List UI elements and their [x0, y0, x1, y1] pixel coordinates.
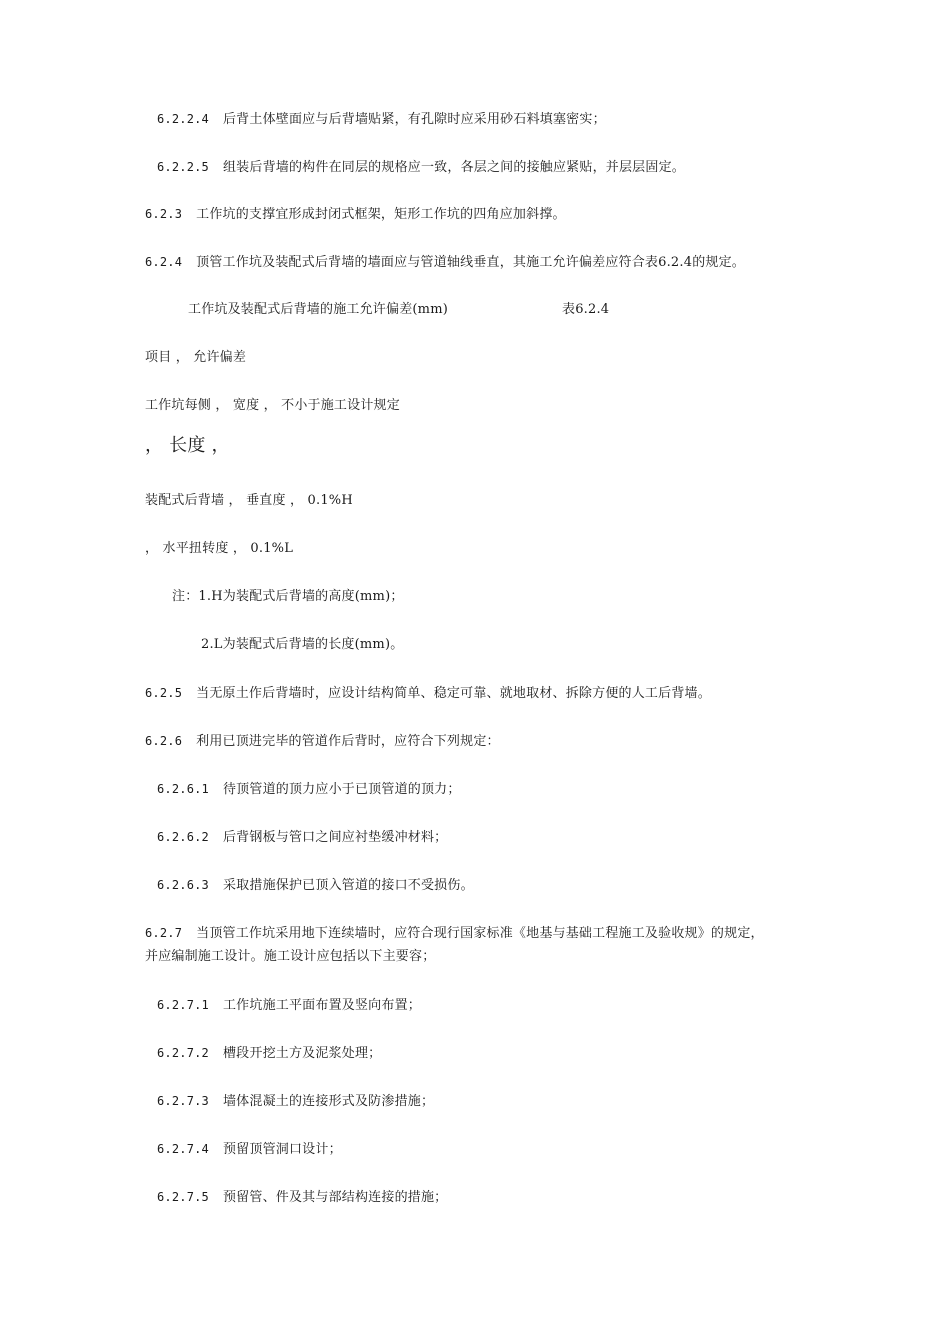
clause-6-2-5 — [145, 682, 711, 705]
clause-text: 当无原土作后背墙时，应设计结构简单、稳定可靠、就地取材、拆除方便的人工后背墙。 — [196, 686, 711, 701]
clause-number: 6.2.7.1 — [157, 998, 209, 1012]
clause-number: 6.2.6 — [145, 734, 183, 748]
clause-text: 当顶管工作坑采用地下连续墙时，应符合现行国家标准《地基与基础工程施工及验收规》的规定， — [196, 926, 764, 941]
clause-text: 采取措施保护已顶入管道的接口不受损伤。 — [222, 878, 474, 893]
clause-number: 6.2.7.5 — [157, 1190, 209, 1204]
clause-6-2-6-1 — [157, 778, 461, 801]
table-title: 工作坑及装配式后背墙的施工允许偏差(mm) — [188, 302, 448, 317]
clause-number: 6.2.3 — [145, 207, 183, 221]
clause-6-2-7-1 — [157, 994, 421, 1017]
clause-text: 并应编制施工设计。施工设计应包括以下主要容； — [145, 949, 436, 964]
clause-number: 6.2.6.1 — [157, 782, 209, 796]
clause-text: 工作坑施工平面布置及竖向布置； — [222, 998, 421, 1013]
clause-text: 后背钢板与管口之间应衬垫缓冲材料； — [222, 830, 448, 845]
clause-number: 6.2.7.3 — [157, 1094, 209, 1108]
table-row: 装配式后背墙 ， 垂直度 ， 0.1%H — [145, 493, 353, 508]
clause-text: 墙体混凝土的连接形式及防渗措施； — [222, 1094, 435, 1109]
clause-text: 后背土体壁面应与后背墙贴紧，有孔隙时应采用砂石料填塞密实； — [222, 112, 606, 127]
clause-number: 6.2.6.2 — [157, 830, 209, 844]
clause-text: 工作坑的支撑宜形成封闭式框架，矩形工作坑的四角应加斜撑。 — [196, 207, 566, 222]
clause-6-2-2-4 — [157, 108, 606, 131]
table-label: 表6.2.4 — [562, 302, 610, 317]
clause-number: 6.2.5 — [145, 686, 183, 700]
clause-text: 顶管工作坑及装配式后背墙的墙面应与管道轴线垂直，其施工允许偏差应符合表6.2.4的规定。 — [196, 255, 746, 270]
clause-6-2-6-3 — [157, 874, 474, 897]
clause-6-2-7-3 — [157, 1090, 434, 1113]
clause-number: 6.2.4 — [145, 255, 183, 269]
clause-text: 槽段开挖土方及泥浆处理； — [222, 1046, 382, 1061]
clause-text: 预留管、件及其与部结构连接的措施； — [222, 1190, 448, 1205]
table-row: ， 长度 ， — [145, 435, 230, 456]
clause-6-2-7-5 — [157, 1186, 447, 1209]
table-row: ， 水平扭转度 ， 0.1%L — [145, 541, 294, 556]
clause-6-2-7-2 — [157, 1042, 381, 1065]
table-note: 注：1.H为装配式后背墙的高度(mm)； — [172, 589, 404, 604]
clause-text: 利用已顶进完毕的管道作后背时，应符合下列规定： — [196, 734, 500, 749]
clause-text: 待顶管道的顶力应小于已顶管道的顶力； — [222, 782, 461, 797]
clause-6-2-7-4 — [157, 1138, 342, 1161]
clause-6-2-2-5 — [157, 156, 685, 179]
clause-number: 6.2.7 — [145, 926, 183, 940]
clause-number: 6.2.6.3 — [157, 878, 209, 892]
clause-6-2-7-continued — [145, 946, 435, 968]
clause-6-2-7 — [145, 922, 764, 945]
table-row: 工作坑每侧 ， 宽度 ， 不小于施工设计规定 — [145, 398, 400, 413]
table-row: 项目 ， 允许偏差 — [145, 350, 247, 365]
clause-6-2-6-2 — [157, 826, 447, 849]
clause-number: 6.2.2.5 — [157, 160, 209, 174]
clause-number: 6.2.7.4 — [157, 1142, 209, 1156]
clause-number: 6.2.2.4 — [157, 112, 209, 126]
clause-6-2-6 — [145, 730, 500, 753]
table-note: 2.L为装配式后背墙的长度(mm)。 — [201, 637, 404, 652]
clause-number: 6.2.7.2 — [157, 1046, 209, 1060]
clause-text: 预留顶管洞口设计； — [222, 1142, 342, 1157]
clause-6-2-3 — [145, 203, 566, 226]
clause-6-2-4 — [145, 251, 745, 274]
clause-text: 组装后背墙的构件在同层的规格应一致，各层之间的接触应紧贴，并层层固定。 — [222, 160, 685, 175]
